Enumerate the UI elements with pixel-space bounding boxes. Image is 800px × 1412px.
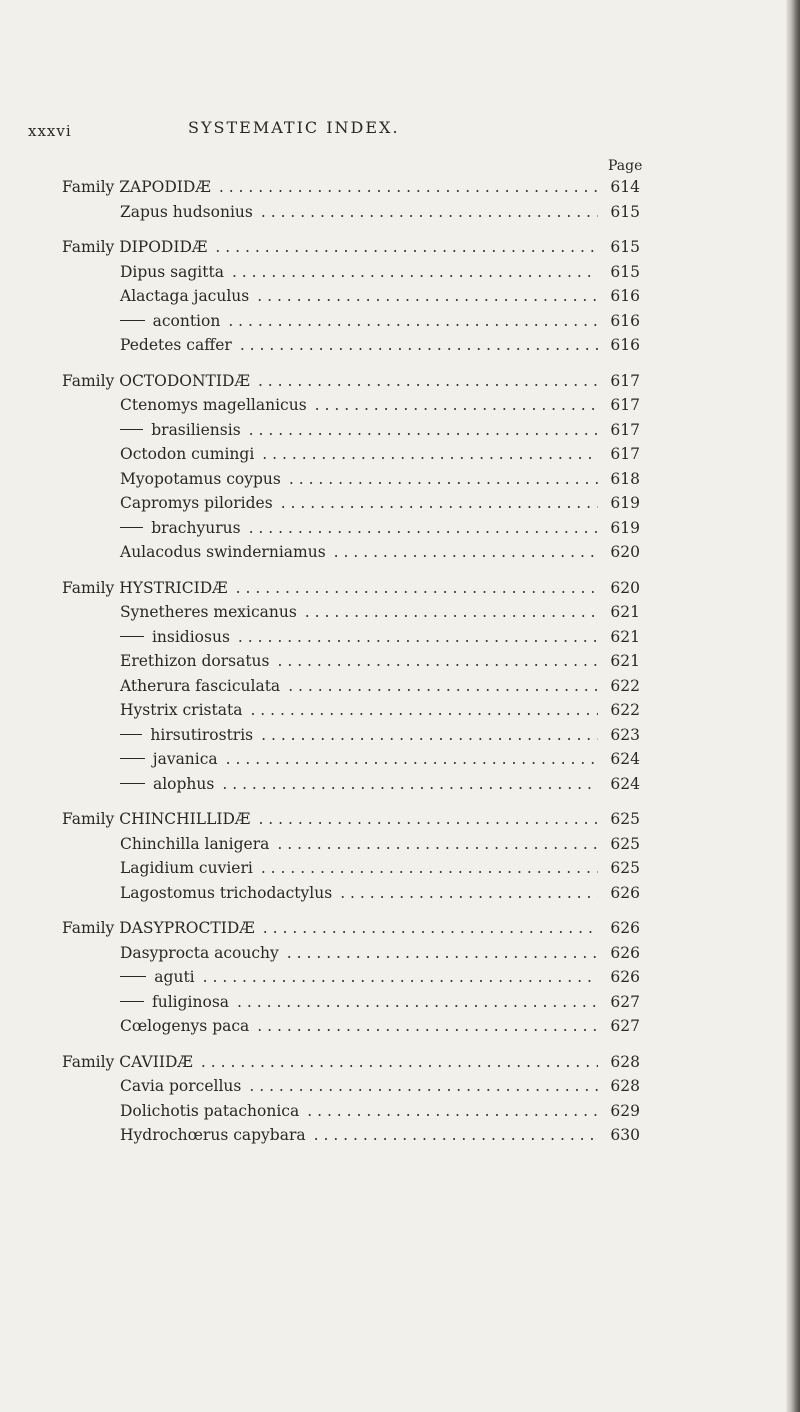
species-row bbox=[62, 701, 640, 726]
species-name: Aulacodus swinderniamus bbox=[120, 543, 326, 561]
dot-leader bbox=[262, 445, 598, 463]
species-name: Hystrix cristata bbox=[120, 701, 243, 719]
species-row bbox=[62, 396, 640, 421]
species-row bbox=[62, 628, 640, 653]
species-name: Lagidium cuvieri bbox=[120, 859, 253, 877]
species-name: Alactaga jaculus bbox=[120, 287, 250, 305]
species-row bbox=[62, 884, 640, 909]
species-page-ref: 627 bbox=[610, 992, 640, 1011]
species-row bbox=[62, 859, 640, 884]
dot-leader bbox=[287, 944, 598, 962]
species-row bbox=[62, 603, 640, 628]
dot-leader bbox=[263, 919, 598, 937]
species-name: alophus bbox=[152, 774, 215, 793]
dot-leader bbox=[257, 1017, 598, 1035]
species-name: Synetheres mexicanus bbox=[120, 603, 297, 621]
family-page-ref: 617 bbox=[610, 371, 640, 390]
species-row bbox=[62, 203, 640, 228]
family-name: Family CAVIIDÆ bbox=[62, 1052, 193, 1071]
dot-leader bbox=[249, 421, 598, 439]
dot-leader bbox=[249, 1077, 598, 1095]
species-page-ref: 624 bbox=[610, 750, 640, 768]
dot-leader bbox=[257, 287, 598, 305]
species-page-ref: 619 bbox=[610, 518, 640, 537]
species-page-ref: 616 bbox=[610, 336, 640, 354]
species-name: Ctenomys magellanicus bbox=[120, 396, 307, 414]
species-name: Octodon cumingi bbox=[120, 445, 255, 463]
species-name: Hydrochœrus capybara bbox=[120, 1126, 306, 1144]
species-row bbox=[62, 263, 640, 288]
species-row bbox=[62, 726, 640, 751]
species-row bbox=[62, 775, 640, 800]
dot-leader bbox=[315, 396, 598, 414]
dot-leader bbox=[261, 203, 598, 221]
dot-leader bbox=[237, 993, 598, 1011]
species-name: aguti bbox=[154, 968, 195, 986]
dot-leader bbox=[250, 701, 598, 719]
species-name: hirsutirostris bbox=[150, 725, 254, 744]
species-name: fuliginosa bbox=[152, 992, 230, 1011]
species-page-ref: 629 bbox=[610, 1101, 640, 1120]
ditto-dash bbox=[120, 429, 143, 430]
dot-leader bbox=[219, 178, 598, 196]
dot-leader bbox=[232, 263, 598, 281]
dot-leader bbox=[258, 372, 598, 390]
dot-leader bbox=[238, 628, 598, 646]
family-group bbox=[62, 1053, 640, 1151]
species-row bbox=[62, 494, 640, 519]
species-name: Chinchilla lanigera bbox=[120, 834, 270, 853]
ditto-dash bbox=[120, 976, 146, 977]
species-row bbox=[62, 944, 640, 969]
species-name: Atherura fasciculata bbox=[120, 676, 281, 695]
species-row bbox=[62, 543, 640, 568]
species-name: Lagostomus trichodactylus bbox=[120, 883, 333, 902]
species-page-ref: 622 bbox=[610, 701, 640, 719]
ditto-dash bbox=[120, 734, 142, 735]
dot-leader bbox=[201, 1053, 598, 1071]
species-page-ref: 630 bbox=[610, 1126, 640, 1144]
species-row bbox=[62, 677, 640, 702]
family-group bbox=[62, 919, 640, 1042]
family-page-ref: 614 bbox=[610, 178, 640, 196]
species-name: Pedetes caffer bbox=[120, 336, 232, 354]
ditto-dash bbox=[120, 783, 145, 784]
family-row bbox=[62, 579, 640, 604]
species-page-ref: 620 bbox=[610, 543, 640, 561]
species-page-ref: 619 bbox=[610, 494, 640, 512]
species-name: Dolichotis patachonica bbox=[120, 1101, 300, 1120]
ditto-dash bbox=[120, 636, 144, 637]
ditto-dash bbox=[120, 1001, 144, 1002]
species-page-ref: 626 bbox=[610, 968, 640, 986]
species-page-ref: 625 bbox=[610, 834, 640, 853]
species-page-ref: 623 bbox=[610, 725, 640, 744]
systematic-index bbox=[62, 178, 640, 1162]
dot-leader bbox=[249, 519, 598, 537]
species-page-ref: 615 bbox=[610, 202, 640, 221]
dot-leader bbox=[228, 312, 598, 330]
species-name: Zapus hudsonius bbox=[120, 202, 253, 221]
dot-leader bbox=[261, 859, 598, 877]
family-row bbox=[62, 810, 640, 835]
family-page-ref: 628 bbox=[610, 1052, 640, 1071]
dot-leader bbox=[261, 726, 598, 744]
dot-leader bbox=[203, 968, 598, 986]
dot-leader bbox=[278, 652, 599, 670]
species-row bbox=[62, 652, 640, 677]
species-row bbox=[62, 445, 640, 470]
dot-leader bbox=[307, 1102, 598, 1120]
family-group bbox=[62, 579, 640, 800]
page-number: xxxvi bbox=[28, 122, 72, 140]
species-page-ref: 621 bbox=[610, 627, 640, 646]
species-name: Cavia porcellus bbox=[120, 1077, 242, 1095]
dot-leader bbox=[226, 750, 598, 768]
species-page-ref: 626 bbox=[610, 943, 640, 962]
species-row bbox=[62, 1126, 640, 1151]
family-name: Family DIPODIDÆ bbox=[62, 238, 208, 256]
species-page-ref: 616 bbox=[610, 311, 640, 330]
dot-leader bbox=[215, 238, 598, 256]
species-name: Dasyprocta acouchy bbox=[120, 943, 279, 962]
dot-leader bbox=[305, 603, 598, 621]
species-page-ref: 621 bbox=[610, 603, 640, 621]
family-group bbox=[62, 810, 640, 908]
family-name: Family HYSTRICIDÆ bbox=[62, 578, 228, 597]
page-edge-shadow bbox=[786, 0, 800, 1412]
species-name: brasiliensis bbox=[151, 420, 241, 439]
dot-leader bbox=[334, 543, 598, 561]
species-page-ref: 617 bbox=[610, 396, 640, 414]
dot-leader bbox=[288, 677, 598, 695]
species-row bbox=[62, 1017, 640, 1042]
running-head: SYSTEMATIC INDEX. bbox=[188, 118, 400, 137]
family-name: Family CHINCHILLIDÆ bbox=[62, 810, 251, 828]
species-page-ref: 615 bbox=[610, 262, 640, 281]
species-name: brachyurus bbox=[151, 518, 241, 537]
family-group bbox=[62, 178, 640, 227]
family-page-ref: 615 bbox=[610, 238, 640, 256]
family-name: Family DASYPROCTIDÆ bbox=[62, 919, 255, 937]
species-page-ref: 624 bbox=[610, 774, 640, 793]
dot-leader bbox=[314, 1126, 598, 1144]
species-page-ref: 616 bbox=[610, 287, 640, 305]
species-page-ref: 628 bbox=[610, 1077, 640, 1095]
species-name: Myopotamus coypus bbox=[120, 469, 281, 488]
family-name: Family ZAPODIDÆ bbox=[62, 178, 211, 196]
family-row bbox=[62, 1053, 640, 1078]
species-name: javanica bbox=[152, 750, 218, 768]
family-row bbox=[62, 178, 640, 203]
dot-leader bbox=[277, 835, 598, 853]
dot-leader bbox=[281, 494, 598, 512]
species-page-ref: 621 bbox=[610, 652, 640, 670]
species-page-ref: 625 bbox=[610, 859, 640, 877]
family-page-ref: 620 bbox=[610, 578, 640, 597]
species-page-ref: 617 bbox=[610, 420, 640, 439]
family-row bbox=[62, 238, 640, 263]
family-row bbox=[62, 372, 640, 397]
family-page-ref: 625 bbox=[610, 810, 640, 828]
species-page-ref: 622 bbox=[610, 676, 640, 695]
species-row bbox=[62, 336, 640, 361]
species-name: Dipus sagitta bbox=[120, 262, 224, 281]
species-row bbox=[62, 421, 640, 446]
dot-leader bbox=[222, 775, 598, 793]
family-group bbox=[62, 372, 640, 568]
species-name: Erethizon dorsatus bbox=[120, 652, 270, 670]
ditto-dash bbox=[120, 758, 145, 759]
species-page-ref: 626 bbox=[610, 883, 640, 902]
species-row bbox=[62, 1077, 640, 1102]
family-name: Family OCTODONTIDÆ bbox=[62, 371, 250, 390]
species-row bbox=[62, 519, 640, 544]
dot-leader bbox=[340, 884, 598, 902]
species-row bbox=[62, 470, 640, 495]
ditto-dash bbox=[120, 527, 143, 528]
page-column-header: Page bbox=[608, 158, 643, 174]
dot-leader bbox=[236, 579, 598, 597]
species-row bbox=[62, 993, 640, 1018]
species-row bbox=[62, 750, 640, 775]
species-page-ref: 618 bbox=[610, 469, 640, 488]
species-row bbox=[62, 312, 640, 337]
species-row bbox=[62, 968, 640, 993]
dot-leader bbox=[258, 810, 598, 828]
species-name: acontion bbox=[152, 311, 221, 330]
species-name: Capromys pilorides bbox=[120, 494, 273, 512]
species-row bbox=[62, 835, 640, 860]
ditto-dash bbox=[120, 320, 145, 321]
species-name: insidiosus bbox=[151, 627, 230, 646]
dot-leader bbox=[289, 470, 598, 488]
species-page-ref: 627 bbox=[610, 1017, 640, 1035]
species-row bbox=[62, 287, 640, 312]
family-page-ref: 626 bbox=[610, 919, 640, 937]
species-page-ref: 617 bbox=[610, 445, 640, 463]
species-name: Cœlogenys paca bbox=[120, 1017, 250, 1035]
species-row bbox=[62, 1102, 640, 1127]
dot-leader bbox=[240, 336, 598, 354]
family-row bbox=[62, 919, 640, 944]
family-group bbox=[62, 238, 640, 361]
